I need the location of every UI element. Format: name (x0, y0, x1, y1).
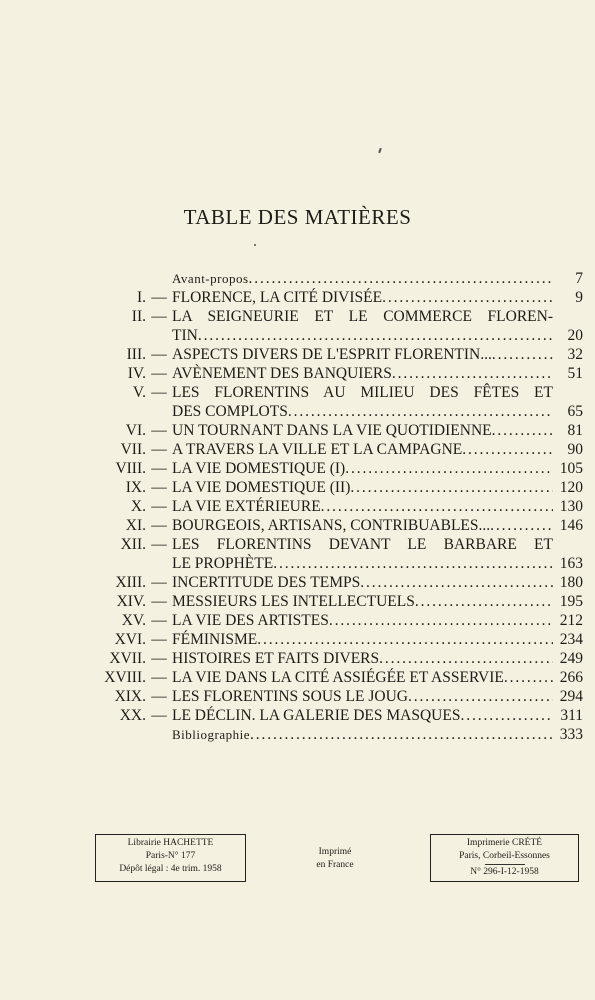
entry-title: LES FLORENTINS SOUS LE JOUG (172, 688, 408, 705)
dot-leader (288, 402, 553, 421)
printer-box (430, 834, 579, 882)
dot-leader (345, 459, 553, 478)
dot-leader (490, 516, 553, 535)
entry-text (172, 440, 553, 459)
printed-in (290, 846, 380, 872)
dot-leader (415, 592, 553, 611)
legal-deposit: Dépôt légal : 4e trim. 1958 (119, 864, 222, 874)
chapter-number (88, 326, 146, 345)
toc-entry (88, 535, 583, 554)
page-number: 311 (560, 707, 583, 724)
entry-dash (146, 326, 172, 345)
chapter-number: IV. (127, 365, 146, 382)
entry-dash: — (151, 346, 167, 363)
page-number: 234 (559, 631, 583, 648)
toc-entry (88, 383, 583, 402)
page-number: 105 (559, 460, 583, 477)
dot-leader (392, 364, 553, 383)
chapter-number: II. (131, 308, 146, 325)
chapter-number: X. (130, 498, 146, 515)
toc-entry (88, 687, 583, 706)
dot-leader (462, 440, 553, 459)
chapter-number: XVIII. (104, 669, 146, 686)
chapter-number: XI. (125, 517, 146, 534)
entry-dash: — (151, 688, 167, 705)
toc-entry (88, 421, 583, 440)
entry-text (172, 459, 553, 478)
chapter-number: III. (126, 346, 146, 363)
ink-speck (254, 244, 256, 246)
entry-text (172, 630, 553, 649)
entry-dash (146, 402, 172, 421)
entry-text (172, 687, 553, 706)
entry-dash: — (151, 612, 167, 629)
entry-title: LE PROPHÈTE (172, 555, 274, 572)
toc-entry (88, 459, 583, 478)
chapter-number: XVII. (109, 650, 146, 667)
entry-dash: — (151, 650, 167, 667)
country-label: en France (316, 860, 354, 870)
chapter-number: XX. (119, 707, 146, 724)
dot-leader (250, 725, 553, 744)
page-number: 294 (559, 688, 583, 705)
entry-dash: — (151, 536, 167, 553)
chapter-number (88, 725, 146, 744)
entry-dash: — (151, 384, 167, 401)
entry-title: LA VIE DES ARTISTES (172, 612, 329, 629)
entry-text (172, 364, 553, 383)
page-number: 195 (559, 593, 583, 610)
entry-dash: — (151, 460, 167, 477)
toc-entry (88, 307, 583, 326)
entry-title: LA VIE DOMESTIQUE (I) (172, 460, 346, 477)
toc-entry (88, 288, 583, 307)
toc-entry (88, 345, 583, 364)
entry-title: BOURGEOIS, ARTISANS, CONTRIBUABLES... (172, 517, 491, 534)
toc-entry-continuation (88, 326, 583, 345)
entry-dash (146, 554, 172, 573)
printed-label: Imprimé (318, 847, 352, 857)
entry-text (172, 554, 553, 573)
entry-title: LE DÉCLIN. LA GALERIE DES MASQUES (172, 707, 461, 724)
page-number: 9 (575, 289, 583, 306)
dot-leader (321, 497, 553, 516)
entry-text (172, 706, 553, 725)
chapter-number: IX. (125, 479, 146, 496)
page-number: 212 (559, 612, 583, 629)
dot-leader (408, 687, 553, 706)
entry-text (172, 326, 553, 345)
entry-dash: — (151, 422, 167, 439)
page-number: 249 (559, 650, 583, 667)
dot-leader (329, 611, 553, 630)
entry-title: FLORENCE, LA CITÉ DIVISÉE (172, 289, 383, 306)
page-number: 7 (575, 270, 583, 287)
entry-text (172, 725, 553, 744)
dot-leader (492, 345, 553, 364)
chapter-number: V. (132, 384, 146, 401)
toc-entry (88, 668, 583, 687)
entry-title: UN TOURNANT DANS LA VIE QUOTIDIENNE (172, 422, 492, 439)
toc-entry (88, 592, 583, 611)
page-number (553, 535, 583, 554)
entry-title: HISTOIRES ET FAITS DIVERS (172, 650, 380, 667)
dot-leader (379, 649, 553, 668)
chapter-number: XIV. (116, 593, 146, 610)
toc-entry (88, 497, 583, 516)
page-number: 32 (567, 346, 583, 363)
toc-entry-avant-propos (88, 269, 583, 288)
entry-text (172, 535, 553, 554)
page-number: 20 (567, 327, 583, 344)
page-number: 120 (559, 479, 583, 496)
dot-leader (257, 630, 553, 649)
entry-text (172, 345, 553, 364)
chapter-number: XIX. (114, 688, 146, 705)
entry-text (172, 269, 553, 288)
entry-title: LA VIE EXTÉRIEURE (172, 498, 321, 515)
page-number (553, 307, 583, 326)
publisher-number: Paris-N° 177 (145, 851, 196, 861)
chapter-number: XV. (121, 612, 146, 629)
entry-text (172, 592, 553, 611)
chapter-number: I. (136, 289, 146, 306)
chapter-number (88, 402, 146, 421)
toc-entry (88, 516, 583, 535)
toc-entry-continuation (88, 402, 583, 421)
entry-text (172, 649, 553, 668)
page-number: 146 (559, 517, 583, 534)
entry-dash: — (151, 479, 167, 496)
page-number: 163 (559, 555, 583, 572)
dot-leader (460, 706, 553, 725)
toc-entry (88, 649, 583, 668)
entry-dash: — (151, 574, 167, 591)
toc-entry (88, 706, 583, 725)
entry-text (172, 611, 553, 630)
entry-text (172, 421, 553, 440)
dot-leader (198, 326, 553, 345)
entry-text (172, 573, 553, 592)
page-number: 266 (559, 669, 583, 686)
entry-text (172, 288, 553, 307)
toc-entry-bibliographie (88, 725, 583, 744)
entry-title: MESSIEURS LES INTELLECTUELS (172, 593, 415, 610)
entry-dash: — (151, 308, 167, 325)
entry-title: LA SEIGNEURIE ET LE COMMERCE FLOREN- (172, 308, 553, 325)
dot-leader (360, 573, 553, 592)
entry-title: Bibliographie (172, 727, 250, 742)
toc-entry (88, 611, 583, 630)
entry-dash: — (151, 631, 167, 648)
toc-entry (88, 630, 583, 649)
dot-leader (273, 554, 553, 573)
entry-title: ASPECTS DIVERS DE L'ESPRIT FLORENTIN... (172, 346, 492, 363)
entry-dash (146, 269, 172, 288)
toc-entry (88, 364, 583, 383)
entry-dash: — (151, 707, 167, 724)
printer-number: N° 296-I-12-1958 (470, 867, 539, 877)
ink-speck (378, 148, 382, 153)
entry-title: LES FLORENTINS AU MILIEU DES FÊTES ET (172, 384, 553, 401)
entry-title: FÉMINISME (172, 631, 258, 648)
entry-dash: — (151, 289, 167, 306)
entry-text (172, 307, 553, 326)
dot-leader (492, 421, 553, 440)
publisher-box (95, 834, 246, 882)
divider (485, 864, 525, 865)
entry-text (172, 516, 553, 535)
page-number: 90 (567, 441, 583, 458)
dot-leader (350, 478, 553, 497)
table-of-contents (88, 269, 583, 744)
chapter-number: VII. (120, 441, 146, 458)
entry-text (172, 478, 553, 497)
chapter-number (88, 269, 146, 288)
entry-text (172, 497, 553, 516)
entry-title: AVÈNEMENT DES BANQUIERS (172, 365, 392, 382)
entry-title: DES COMPLOTS (172, 403, 288, 420)
chapter-number: VIII. (115, 460, 146, 477)
entry-title: LES FLORENTINS DEVANT LE BARBARE ET (172, 536, 553, 553)
entry-dash: — (151, 669, 167, 686)
dot-leader (249, 269, 553, 288)
entry-title: TIN (172, 327, 198, 344)
entry-dash: — (151, 517, 167, 534)
page-title: TABLE DES MATIÈRES (183, 205, 412, 229)
entry-dash (146, 725, 172, 744)
dot-leader (382, 288, 553, 307)
page-number: 180 (559, 574, 583, 591)
toc-entry (88, 573, 583, 592)
toc-entry (88, 478, 583, 497)
toc-entry (88, 440, 583, 459)
page-number: 51 (567, 365, 583, 382)
entry-title: LA VIE DOMESTIQUE (II) (172, 479, 351, 496)
entry-title: INCERTITUDE DES TEMPS (172, 574, 361, 591)
printer-location: Paris, Corbeil-Essonnes (459, 851, 550, 861)
page-number: 81 (567, 422, 583, 439)
chapter-number (88, 554, 146, 573)
printer-name: Imprimerie CRÉTÉ (466, 838, 543, 848)
entry-dash: — (151, 441, 167, 458)
page-number (553, 383, 583, 402)
entry-text (172, 402, 553, 421)
entry-title: A TRAVERS LA VILLE ET LA CAMPAGNE (172, 441, 463, 458)
dot-leader (504, 668, 553, 687)
chapter-number: VI. (125, 422, 146, 439)
page-number: 65 (567, 403, 583, 420)
chapter-number: XIII. (115, 574, 146, 591)
entry-title: LA VIE DANS LA CITÉ ASSIÉGÉE ET ASSERVIE (172, 669, 504, 686)
toc-entry-continuation (88, 554, 583, 573)
chapter-number: XVI. (114, 631, 146, 648)
entry-text (172, 383, 553, 402)
entry-title: Avant-propos (172, 271, 249, 286)
publisher-name: Librairie HACHETTE (127, 838, 214, 848)
entry-dash: — (151, 365, 167, 382)
chapter-number: XII. (120, 536, 146, 553)
entry-dash: — (151, 498, 167, 515)
entry-text (172, 668, 553, 687)
page-number: 130 (559, 498, 583, 515)
page-number: 333 (559, 726, 583, 743)
entry-dash: — (151, 593, 167, 610)
